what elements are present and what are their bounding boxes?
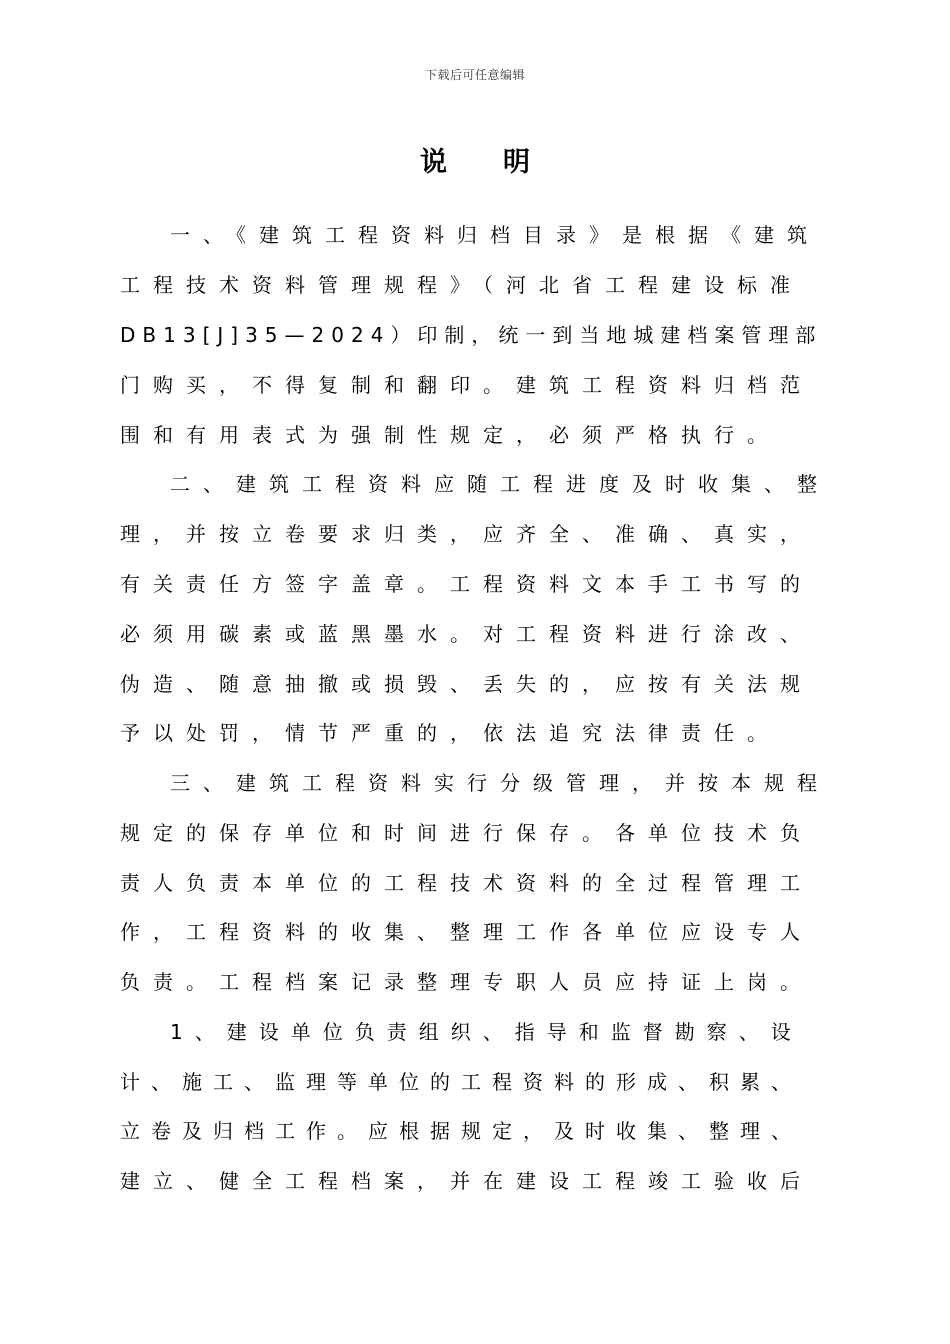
paragraph-1-line-1: 一、《建筑工程资料归档目录》是根据《建筑 — [170, 223, 820, 247]
paragraph-4-line-4: 建立、健全工程档案，并在建设工程竣工验收后 — [120, 1169, 813, 1193]
paragraph-4-line-3: 立卷及归档工作。应根据规定，及时收集、整理、 — [120, 1119, 802, 1143]
paragraph-2-line-4: 必须用碳素或蓝黑墨水。对工程资料进行涂改、 — [120, 622, 813, 646]
paragraph-4-line-2: 计、施工、监理等单位的工程资料的形成、积累、 — [120, 1070, 802, 1094]
paragraph-4-line-1: 1、建设单位负责组织、指导和监督勘察、设 — [170, 1020, 803, 1044]
paragraph-2-line-3: 有关责任方签字盖章。工程资料文本手工书写的 — [120, 572, 813, 596]
paragraph-2-line-6: 予以处罚，情节严重的，依法追究法律责任。 — [120, 721, 780, 745]
paragraph-2-line-2: 理，并按立卷要求归类，应齐全、准确、真实， — [120, 522, 813, 546]
paragraph-2-line-1: 二、建筑工程资料应随工程进度及时收集、整 — [170, 472, 830, 496]
paragraph-3-line-3: 责人负责本单位的工程技术资料的全过程管理工 — [120, 871, 813, 895]
paragraph-3-line-4: 作，工程资料的收集、整理工作各单位应设专人 — [120, 920, 813, 944]
document-title — [0, 140, 950, 179]
paragraph-3-line-2: 规定的保存单位和时间进行保存。各单位技术负 — [120, 821, 813, 845]
paragraph-3-line-1: 三、建筑工程资料实行分级管理，并按本规程 — [170, 771, 830, 795]
paragraph-1-line-3: DB13[J]35—2024）印制，统一到当地城建档案管理部 — [120, 323, 823, 347]
paragraph-3-line-5: 负责。工程档案记录整理专职人员应持证上岗。 — [120, 970, 813, 994]
paragraph-1-line-4: 门购买，不得复制和翻印。建筑工程资料归档范 — [120, 373, 813, 397]
title-char-1: 说 — [420, 147, 447, 178]
header-note: 下载后可任意编辑 — [424, 68, 525, 82]
paragraph-2-line-5: 伪造、随意抽撤或损毁、丢失的，应按有关法规 — [120, 672, 813, 696]
paragraph-1-line-2: 工程技术资料管理规程》（河北省工程建设标准 — [120, 273, 803, 297]
title-char-2: 明 — [503, 147, 530, 178]
paragraph-1-line-5: 围和有用表式为强制性规定，必须严格执行。 — [120, 423, 780, 447]
